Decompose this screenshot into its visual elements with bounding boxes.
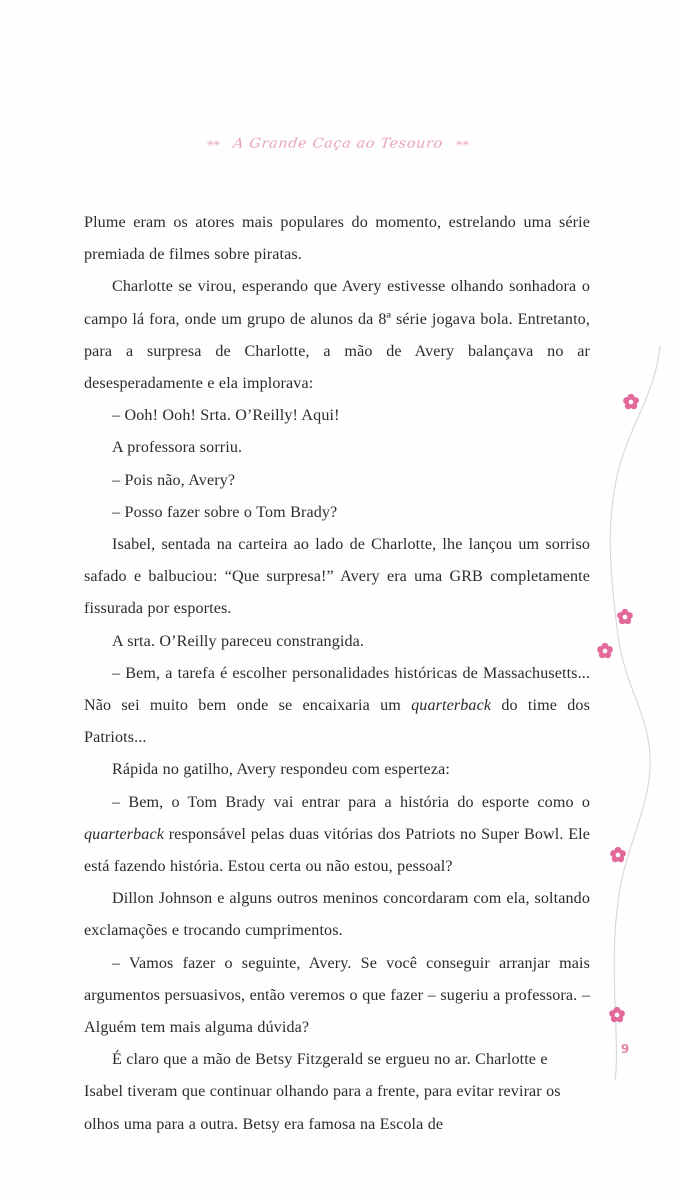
paragraph: – Bem, o Tom Brady vai entrar para a história do esporte como o quarterback responsável pelas duas vitórias dos Patriots no Super Bowl. Ele está fazendo história. Estou certa ou não estou, pessoal? (84, 793, 590, 876)
paragraph: Rápida no gatilho, Avery respondeu com esperteza: (112, 761, 450, 779)
flourish-ornament-left-icon: ❀❀ (206, 139, 220, 148)
flower-icon (609, 846, 627, 864)
flower-icon (608, 1006, 626, 1024)
paragraph: – Bem, a tarefa é escolher personalidades históricas de Massachusetts... Não sei muito bem onde se encaixaria um quarterback do time dos Patriots... (84, 664, 590, 747)
flower-icon (616, 608, 634, 626)
paragraph: Dillon Johnson e alguns outros meninos concordaram com ela, soltando exclamações e trocando cumprimentos. (84, 890, 590, 940)
running-head-title: A Grande Caça ao Tesouro (231, 136, 444, 152)
paragraph: – Pois não, Avery? (112, 471, 236, 489)
page-number: 9 (620, 1042, 630, 1056)
paragraph: Plume eram os atores mais populares do momento, estrelando uma série premiada de filmes sobre piratas. (84, 214, 590, 264)
flourish-ornament-right-icon: ❀❀ (455, 139, 469, 148)
paragraph: Isabel, sentada na carteira ao lado de Charlotte, lhe lançou um sorriso safado e balbuciou: “Que surpresa!” Avery era uma GRB completamente fissurada por esportes. (84, 536, 590, 618)
paragraph: A professora sorriu. (112, 439, 243, 457)
flower-icon (622, 393, 640, 411)
page-body-text (84, 207, 590, 1141)
paragraph: Charlotte se virou, esperando que Avery estivesse olhando sonhadora o campo lá fora, onde um grupo de alunos da 8ª série jogava bola. Entretanto, para a surpresa de Charlotte, a mão de Avery balançava no ar desesperadamente e ela implorava: (84, 278, 590, 393)
paragraph: – Ooh! Ooh! Srta. O’Reilly! Aqui! (112, 407, 340, 425)
paragraph: É claro que a mão de Betsy Fitzgerald se ergueu no ar. Charlotte e Isabel tiveram que continuar olhando para a frente, para evitar revirar os olhos uma para a outra. Betsy era famosa na Escola de (84, 1051, 561, 1133)
paragraph: A srta. O’Reilly pareceu constrangida. (112, 632, 365, 650)
paragraph: – Posso fazer sobre o Tom Brady? (112, 503, 338, 521)
running-head-inner (206, 134, 468, 152)
italic-term: quarterback (411, 697, 492, 715)
flower-icon (596, 642, 614, 660)
running-head (0, 134, 675, 152)
italic-term: quarterback (84, 825, 164, 843)
paragraph: – Vamos fazer o seguinte, Avery. Se você conseguir arranjar mais argumentos persuasivos, então veremos o que fazer – sugeriu a professora. – Alguém tem mais alguma dúvida? (84, 954, 590, 1037)
